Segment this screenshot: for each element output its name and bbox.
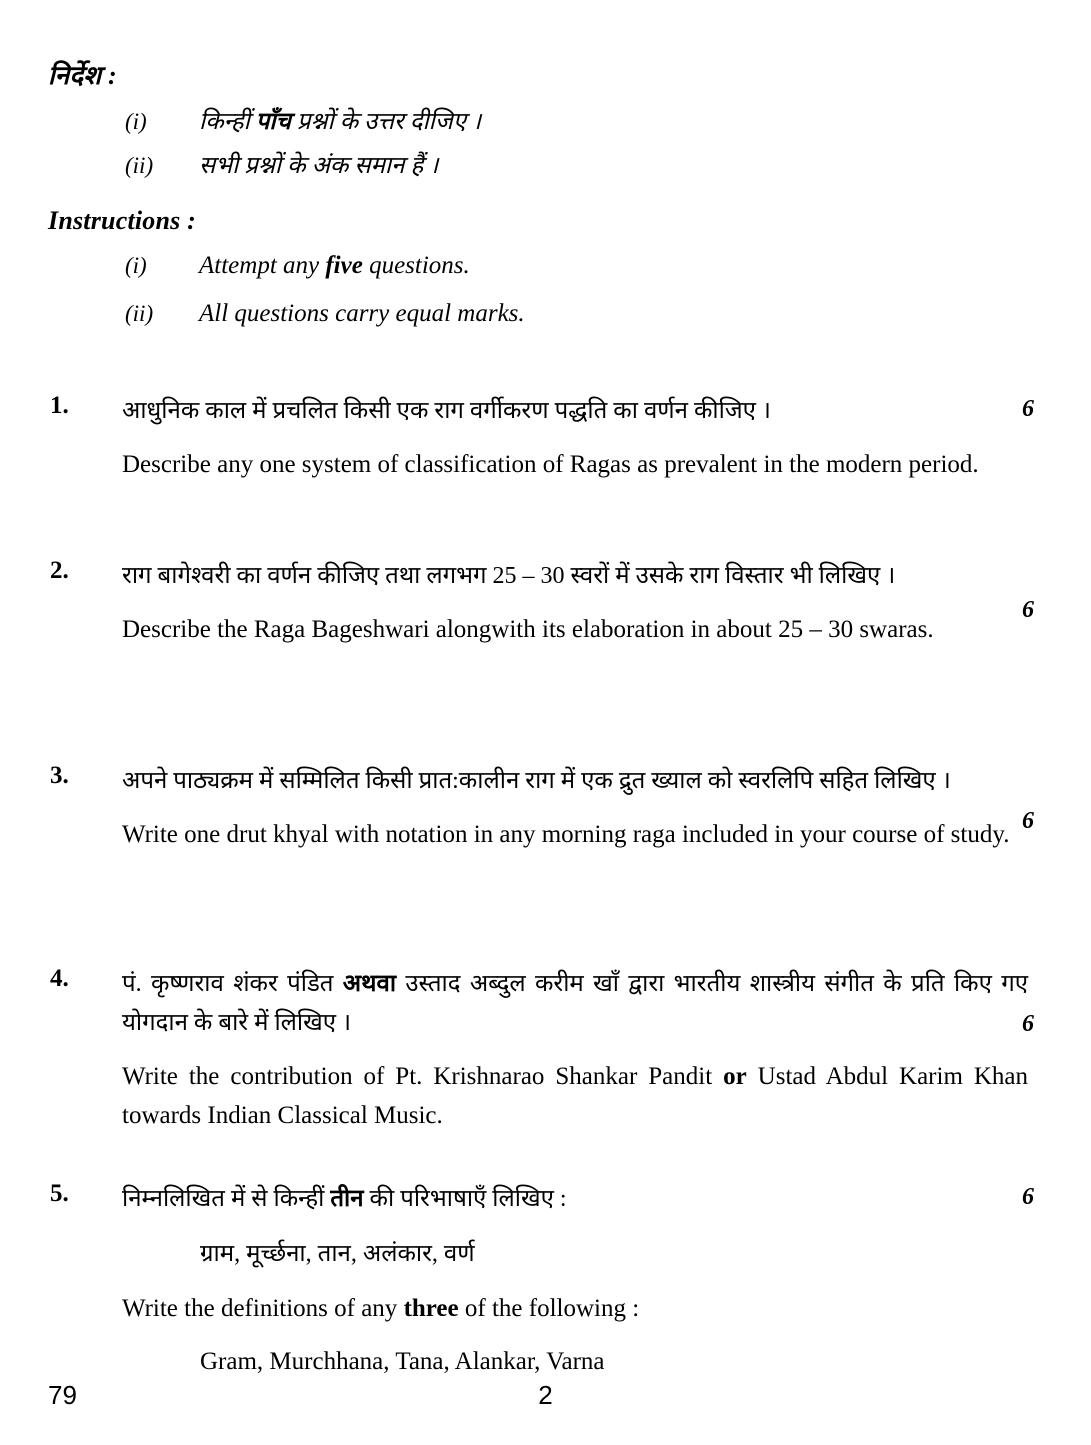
question-3-number: 3. — [50, 762, 69, 789]
hindi-instruction-1-pre: किन्हीं — [199, 109, 256, 135]
question-5-hindi-terms: ग्राम, मूर्च्छना, तान, अलंकार, वर्ण — [200, 1240, 475, 1267]
question-4-english-post: Ustad Abdul Karim Khan towards Indian Classical Music. — [122, 1062, 1028, 1129]
hindi-instruction-2-text: सभी प्रश्नों के अंक समान हैं । — [199, 153, 439, 179]
question-4-english-text — [122, 1057, 1028, 1135]
question-5-hindi-text — [122, 1180, 1028, 1219]
hindi-instruction-item-1 — [125, 104, 481, 137]
question-5-english-post: of the following : — [458, 1295, 640, 1323]
paper-code: 79 — [48, 1380, 77, 1410]
question-1-hindi-text: आधुनिक काल में प्रचलित किसी एक राग वर्गीकरण पद्धति का वर्णन कीजिए । — [122, 398, 772, 424]
question-3-hindi-text: अपने पाठ्यक्रम में सम्मिलित किसी प्रात:कालीन राग में एक द्रुत ख्याल को स्वरलिपि सहित लिखिए । — [122, 768, 951, 794]
hindi-instruction-2-numeral: (ii) — [125, 153, 154, 178]
hindi-instruction-1-numeral: (i) — [125, 109, 147, 134]
question-1-english-text: Describe any one system of classification of Ragas as prevalent in the modern period. — [122, 450, 979, 478]
english-instruction-1-post: questions. — [362, 252, 470, 279]
question-5-hindi-emphasis: तीन — [330, 1186, 364, 1212]
hindi-instruction-1-emphasis: पाँच — [255, 109, 291, 135]
english-instruction-1-emphasis: five — [325, 252, 363, 279]
question-5-hindi-pre: निम्नलिखित में से किन्हीं — [122, 1186, 331, 1212]
question-3 — [50, 762, 1050, 854]
page-number: 2 — [538, 1380, 553, 1410]
english-instruction-1-numeral: (i) — [125, 253, 147, 278]
question-1-body — [122, 392, 1028, 484]
question-4-hindi-pre: पं. कृष्णराव शंकर पंडित — [122, 971, 343, 997]
english-instruction-item-1 — [125, 252, 470, 280]
question-5-body — [122, 1180, 1028, 1382]
question-1-number: 1. — [50, 392, 69, 419]
english-instructions-heading: Instructions : — [48, 206, 197, 235]
question-4-number: 4. — [50, 965, 69, 992]
question-1 — [50, 392, 1050, 484]
english-instruction-1-text — [199, 252, 470, 280]
question-3-body — [122, 762, 1028, 854]
question-4 — [50, 965, 1050, 1135]
question-5-number: 5. — [50, 1180, 69, 1207]
hindi-instruction-item-2 — [125, 148, 438, 181]
question-5-english-pre: Write the definitions of any — [122, 1295, 404, 1323]
question-2-body — [122, 557, 1028, 649]
question-2 — [50, 557, 1050, 649]
question-4-hindi-text — [122, 965, 1028, 1043]
question-4-english-pre: Write the contribution of Pt. Krishnarao Shankar Pandit — [122, 1062, 724, 1090]
english-instruction-item-2 — [125, 300, 525, 328]
english-instruction-1-pre: Attempt any — [199, 252, 326, 279]
question-3-english-text: Write one drut khyal with notation in any morning raga included in your course of study. — [122, 820, 1010, 848]
question-4-body — [122, 965, 1028, 1135]
english-instruction-2-numeral: (ii) — [125, 301, 154, 326]
question-5-english-emphasis: three — [403, 1295, 459, 1323]
question-1-marks: 6 — [1022, 396, 1034, 422]
english-instruction-2-text: All questions carry equal marks. — [199, 300, 525, 327]
question-5-marks: 6 — [1022, 1184, 1034, 1210]
question-4-marks: 6 — [1022, 1011, 1034, 1037]
question-2-marks: 6 — [1022, 597, 1034, 623]
question-2-number: 2. — [50, 557, 69, 584]
question-3-marks: 6 — [1022, 808, 1034, 834]
hindi-directions-heading: निर्देश : — [48, 61, 117, 90]
question-4-hindi-post: उस्ताद अब्दुल करीम खाँ द्वारा भारतीय शास्त्रीय संगीत के प्रति किए गए योगदान के बारे में लिखिए । — [122, 971, 1028, 1036]
question-4-hindi-emphasis: अथवा — [342, 971, 397, 997]
question-5 — [50, 1180, 1050, 1382]
question-4-english-emphasis: or — [723, 1062, 747, 1090]
hindi-instruction-1-text — [199, 104, 481, 137]
question-2-english-text: Describe the Raga Bageshwari alongwith its elaboration in about 25 – 30 swaras. — [122, 615, 934, 643]
question-5-english-terms: Gram, Murchhana, Tana, Alankar, Varna — [200, 1348, 605, 1376]
hindi-instruction-1-post: प्रश्नों के उत्तर दीजिए । — [290, 109, 482, 135]
question-5-english-text — [122, 1289, 1028, 1328]
question-5-hindi-post: की परिभाषाएँ लिखिए : — [363, 1186, 567, 1212]
question-2-hindi-text: राग बागेश्वरी का वर्णन कीजिए तथा लगभग 25 – 30 स्वरों में उसके राग विस्तार भी लिखिए । — [122, 563, 896, 589]
